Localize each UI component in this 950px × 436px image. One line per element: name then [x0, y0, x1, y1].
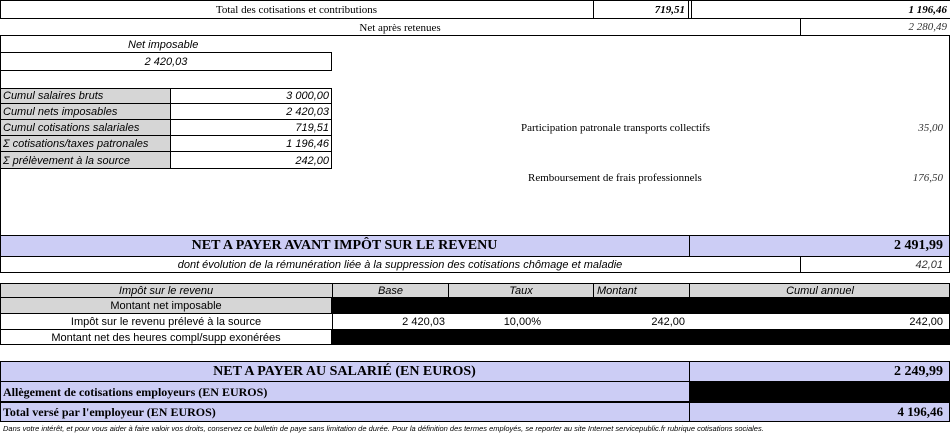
footer-note: Dans votre intérêt, et pour vous aider à faire valoir vos droits, conservez ce bulletin de paye sans limitation de durée. Pour la définition des termes employés, se reporter au site Internet servicepublic.fr rubrique cotisations sociales.	[3, 424, 764, 433]
impot-row-label: Montant net imposable	[110, 300, 222, 312]
impot-header-cumul: Cumul annuel	[786, 284, 854, 297]
totals-label: Total des cotisations et contributions	[215, 3, 378, 16]
net-salarie-value: 2 249,99	[894, 363, 943, 379]
impot-row-cumul: 242,00	[909, 316, 943, 328]
impot-header-taux: Taux	[509, 284, 533, 297]
net-imposable-label: Net imposable	[128, 38, 199, 51]
net-avant-impot-label: NET A PAYER AVANT IMPÔT SUR LE REVENU	[191, 238, 498, 253]
impot-row-montant: 242,00	[651, 316, 685, 328]
net-apres-retenues-value: 2 280,49	[800, 19, 950, 36]
net-avant-impot-value: 2 491,99	[894, 238, 943, 253]
impot-title: Impôt sur le revenu	[118, 284, 214, 297]
cumul-cotisations-salariales-label: Cumul cotisations salariales	[0, 120, 170, 136]
cumul-prelevement-source-value: 242,00	[295, 154, 329, 167]
impot-row-base: 2 420,03	[402, 316, 445, 328]
evolution-label: dont évolution de la rémunération liée à la suppression des cotisations chômage et maladie	[177, 259, 623, 271]
net-apres-retenues-label: Net après retenues	[359, 21, 441, 34]
cumul-nets-imposables-value: 2 420,03	[171, 104, 332, 120]
cumul-taxes-patronales-value: 1 196,46	[171, 136, 332, 152]
net-salarie-label: NET A PAYER AU SALARIÉ (EN EUROS)	[213, 363, 476, 379]
totals-salarial-value: 719,51	[593, 0, 689, 19]
frame-left	[0, 36, 1, 236]
remboursement-value: 176,50	[912, 172, 943, 184]
participation-label: Participation patronale transports collectifs	[521, 122, 711, 134]
impot-row-label: Impôt sur le revenu prélevé à la source	[70, 316, 262, 328]
impot-row-redacted	[332, 298, 950, 314]
remboursement-label: Remboursement de frais professionnels	[528, 172, 702, 184]
impot-header-base: Base	[377, 284, 404, 297]
allegement-redacted-value	[689, 382, 950, 402]
impot-row-label: Montant net des heures compl/supp exonérées	[51, 331, 281, 344]
cumul-taxes-patronales-label: Σ cotisations/taxes patronales	[0, 136, 170, 152]
cumul-salaires-bruts-value: 3 000,00	[171, 88, 332, 104]
total-verse-label: Total versé par l'employeur (EN EUROS)	[3, 404, 216, 419]
cumul-salaires-bruts-label: Cumul salaires bruts	[0, 88, 170, 104]
divider	[0, 35, 800, 36]
evolution-value: 42,01	[915, 259, 943, 271]
participation-value: 35,00	[918, 122, 943, 134]
cumul-prelevement-source-label: Σ prélèvement à la source	[3, 154, 131, 167]
impot-row-taux: 10,00%	[503, 316, 541, 328]
impot-row-redacted	[332, 330, 950, 345]
allegement-label: Allègement de cotisations employeurs (EN EUROS)	[3, 384, 268, 399]
net-imposable-value: 2 420,03	[0, 52, 332, 71]
total-verse-value: 4 196,46	[897, 404, 943, 419]
cumul-nets-imposables-label: Cumul nets imposables	[0, 104, 170, 120]
cumul-cotisations-salariales-value: 719,51	[171, 120, 332, 136]
totals-patronal-value: 1 196,46	[691, 0, 950, 19]
impot-header-montant: Montant	[597, 284, 637, 297]
